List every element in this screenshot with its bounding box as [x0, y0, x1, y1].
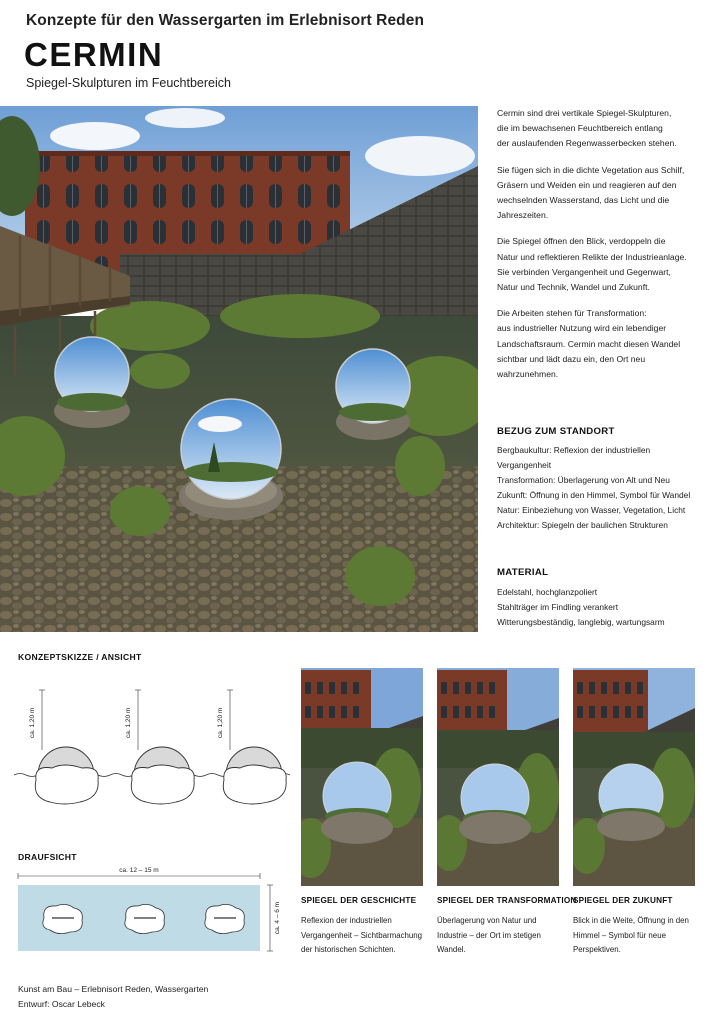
intro-line: Natur und reflektieren Relikte der Industrieanlage.	[497, 251, 687, 262]
sketch-heading: KONZEPTSKIZZE / ANSICHT	[18, 652, 142, 662]
variant-photo-transformation	[437, 668, 559, 886]
project-kicker: Konzepte für den Wassergarten im Erlebnisort Reden	[26, 12, 425, 29]
variant-text	[437, 914, 561, 958]
variant-line: Industrie – der Ort im stetigen	[437, 930, 541, 940]
variant-caption-zukunft	[573, 896, 697, 958]
intro-line: Jahreszeiten.	[497, 210, 549, 221]
sketch-mirror-1	[35, 690, 98, 804]
intro-line: die im bewachsenen Feuchtbereich entlang	[497, 123, 663, 134]
page-subtitle: Spiegel-Skulpturen im Feuchtbereich	[26, 76, 231, 90]
variant-line: Reflexion der industriellen	[301, 916, 392, 925]
bezug-line: Natur: Einbeziehung von Wasser, Vegetation, Licht	[497, 505, 686, 516]
intro-line: Die Spiegel öffnen den Blick, verdoppeln die	[497, 236, 666, 247]
variant-line: Perspektiven.	[573, 945, 621, 955]
sketch-mirror-3	[223, 690, 286, 804]
intro-line: Sie fügen sich in die dichte Vegetation aus Schilf,	[497, 164, 685, 175]
intro-paragraph-2	[497, 163, 712, 224]
intro-paragraph-1	[497, 106, 712, 152]
variant-line: Blick in die Weite, Öffnung in den	[573, 916, 689, 925]
bezug-line: Zukunft: Öffnung in den Himmel, Symbol für Wandel	[497, 490, 691, 501]
variant-line: Wandel.	[437, 945, 466, 955]
material-heading: MATERIAL	[497, 567, 549, 578]
variant-photo-geschichte	[301, 668, 423, 886]
sketch-mirror-2	[131, 690, 194, 804]
plan-width-label: ca. 4 – 6 m	[274, 901, 281, 935]
material-list	[497, 585, 712, 630]
material-line: Edelstahl, hochglanzpoliert	[497, 587, 598, 597]
variant-title: SPIEGEL DER TRANSFORMATION	[437, 896, 577, 905]
credit-line: Kunst am Bau – Erlebnisort Reden, Wassergarten	[18, 984, 209, 994]
intro-line: aus industrieller Nutzung wird ein lebendiger	[497, 323, 667, 334]
material-line: Witterungsbeständig, langlebig, wartungsarm	[497, 617, 665, 628]
material-line: Stahlträger im Findling verankert	[497, 602, 619, 613]
intro-line: Landschaftsraum. Cermin macht diesen Wandel	[497, 338, 681, 349]
bezug-line: Architektur: Spiegeln der baulichen Strukturen	[497, 520, 668, 531]
plan-view	[14, 860, 294, 960]
variant-line: Vergangenheit – Sichtbarmachung	[301, 930, 423, 940]
hero-photo	[0, 106, 478, 632]
bezug-line: Transformation: Überlagerung von Alt und Neu	[497, 475, 670, 486]
variant-line: der historischen Schichten.	[301, 945, 396, 955]
bezug-line: Vergangenheit	[497, 460, 552, 471]
height-label-3: ca. 1,20 m	[217, 707, 224, 738]
page-title: CERMIN	[24, 36, 164, 73]
variant-text	[301, 914, 425, 958]
variant-caption-transformation	[437, 896, 577, 958]
intro-line: wechselnden Wasserstand, das Licht und die	[497, 195, 670, 206]
elevation-sketch	[14, 680, 294, 810]
intro-line: Sie verbinden Vergangenheit und Gegenwart,	[497, 266, 671, 277]
intro-line: sichtbar und lädt dazu ein, den Ort neu	[497, 353, 646, 364]
intro-line: wahrzunehmen.	[497, 369, 559, 380]
height-label-1: ca. 1,20 m	[29, 707, 36, 738]
intro-line: Die Arbeiten stehen für Transformation:	[497, 308, 647, 319]
credit-block	[18, 982, 208, 1011]
intro-line: Cermin sind drei vertikale Spiegel-Skulpturen,	[497, 108, 672, 118]
variant-photo-zukunft	[573, 668, 695, 886]
plan-length-label: ca. 12 – 15 m	[119, 867, 159, 874]
height-label-2: ca. 1,20 m	[125, 707, 132, 738]
variant-line: Himmel – Symbol für neue	[573, 930, 666, 940]
intro-line: Natur und Technik, Wandel und Zukunft.	[497, 282, 650, 293]
intro-paragraph-3	[497, 234, 712, 295]
author-line: Entwurf: Oscar Lebeck	[18, 998, 105, 1009]
bezug-line: Bergbaukultur: Reflexion der industriellen	[497, 445, 651, 455]
variant-caption-geschichte	[301, 896, 425, 958]
intro-line: Gräsern und Weiden ein und reagieren auf den	[497, 179, 677, 190]
bezug-list	[497, 443, 712, 534]
variant-line: Überlagerung von Natur und	[437, 916, 537, 925]
intro-text	[497, 106, 712, 393]
bezug-heading: BEZUG ZUM STANDORT	[497, 426, 615, 437]
variant-text	[573, 914, 697, 958]
variant-title: SPIEGEL DER GESCHICHTE	[301, 896, 417, 905]
intro-paragraph-4	[497, 306, 712, 382]
variant-title: SPIEGEL DER ZUKUNFT	[573, 896, 673, 905]
plan-heading: DRAUFSICHT	[18, 852, 77, 862]
intro-line: der auslaufenden Regenwasserbecken stehen.	[497, 138, 677, 149]
